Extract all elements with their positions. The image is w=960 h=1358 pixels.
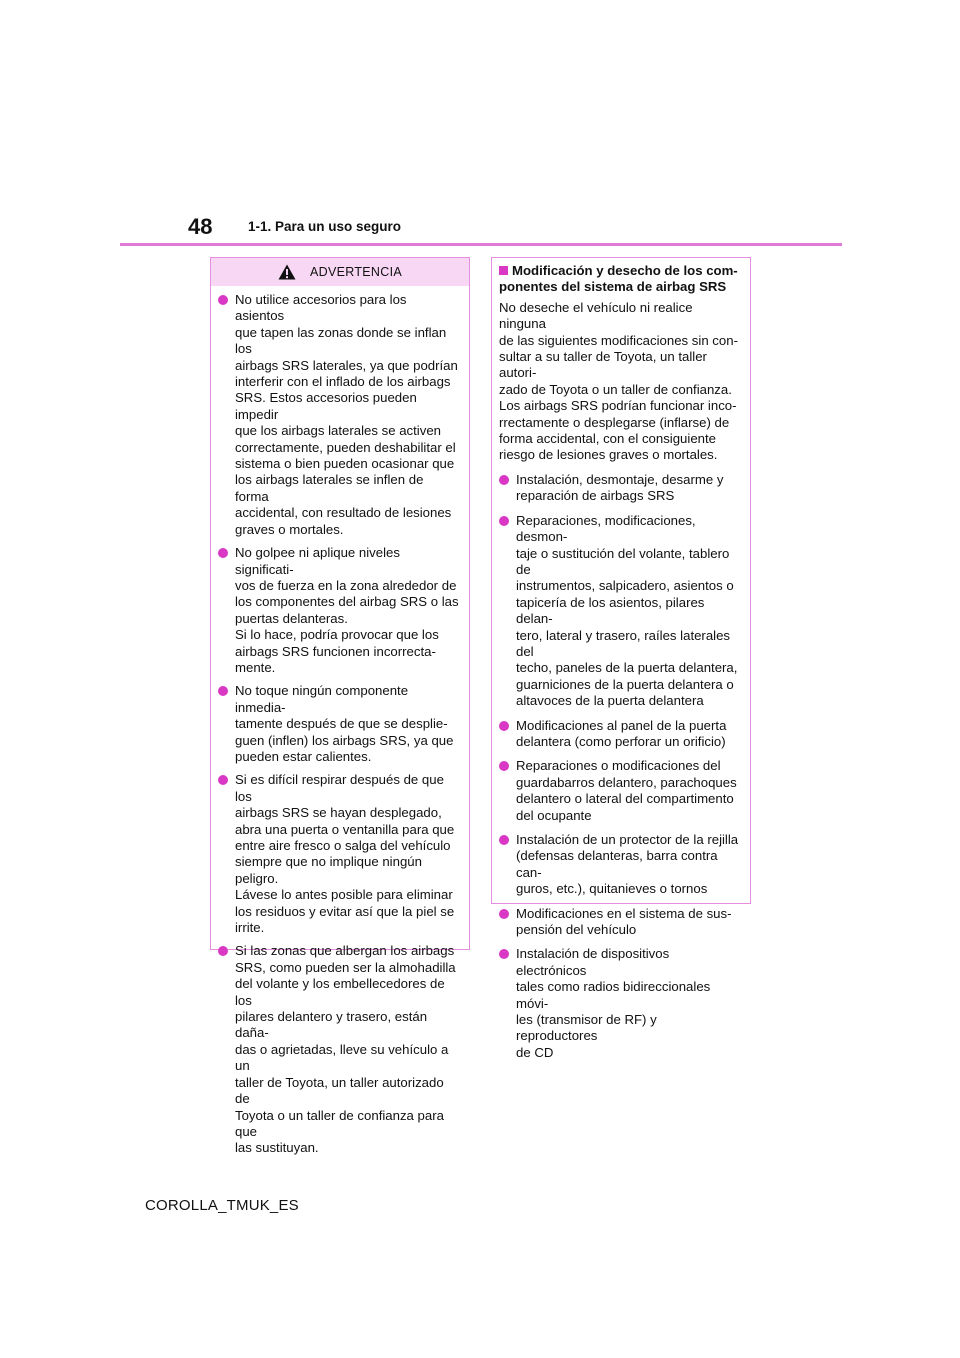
list-item-text: Instalación de dispositivos electrónicos tales como radios bidireccionales móvi- les (transmisor de RF) y reproductores de CD bbox=[516, 946, 711, 1060]
bullet-icon bbox=[218, 946, 228, 956]
list-item-text: Instalación de un protector de la rejilla (defensas delanteras, barra contra can- guros, etc.), quitanieves o tornos bbox=[516, 832, 739, 897]
bullet-icon bbox=[499, 949, 509, 959]
list-item-text: Modificaciones al panel de la puerta delantera (como perforar un orificio) bbox=[516, 717, 727, 749]
list-item-text: Si las zonas que albergan los airbags SRS, como pueden ser la almohadilla del volante y los embellecedores de los pilares delantero y trasero, están daña- das o agrietadas, lleve su vehículo a un taller de Toyota, un taller autorizado de Toyota o un taller de confianza para que las sustituyan. bbox=[235, 943, 456, 1156]
list-item bbox=[218, 545, 459, 676]
list-item-text: Instalación, desmontaje, desarme y reparación de airbags SRS bbox=[516, 471, 724, 504]
list-item-text: Reparaciones, modificaciones, desmon- taje o sustitución del volante, tablero de instrumentos, salpicadero, asientos o tapicería de los asientos, pilares delan- tero, lateral y trasero, raíles laterales del techo, paneles de la puerta delantera, guarniciones de la puerta delantera o altavoces de la puerta delantera bbox=[516, 512, 738, 709]
modification-heading-line1: Modificación y desecho de los com- bbox=[512, 263, 738, 278]
modification-box bbox=[491, 257, 751, 1060]
list-item bbox=[218, 683, 459, 765]
square-bullet-icon bbox=[499, 266, 508, 275]
warning-triangle-icon bbox=[278, 264, 296, 280]
list-item bbox=[499, 946, 740, 1061]
list-item bbox=[499, 472, 740, 505]
modification-intro: No deseche el vehículo ni realice ninguna de las siguientes modificaciones sin con- sultar a su taller de Toyota, un taller autori- zado de Toyota o un taller de confianza. Los airbags SRS podrían funcionar inco- rrectamente o desplegarse (inflarse) de forma accidental, con el consiguiente riesgo de lesiones graves o mortales. bbox=[499, 299, 738, 463]
header-divider bbox=[120, 243, 842, 246]
list-item bbox=[218, 292, 459, 538]
bullet-icon bbox=[499, 516, 509, 526]
list-item-text: Reparaciones o modificaciones del guardabarros delantero, parachoques delantero o lateral del compartimento del ocupante bbox=[516, 758, 737, 823]
list-item bbox=[499, 718, 740, 751]
bullet-icon bbox=[499, 721, 509, 731]
bullet-icon bbox=[499, 761, 509, 771]
bullet-icon bbox=[218, 295, 228, 305]
list-item-text: Si es difícil respirar después de que los airbags SRS se hayan desplegado, abra una puerta o ventanilla para que entre aire fresco o salga del vehículo siempre que no implique ningún peligro. Lávese lo antes posible para eliminar los residuos y evitar así que la piel se irrite. bbox=[235, 772, 455, 936]
list-item bbox=[218, 943, 459, 1156]
bullet-icon bbox=[499, 475, 509, 485]
warning-box bbox=[210, 257, 470, 1156]
document-id: COROLLA_TMUK_ES bbox=[145, 1197, 299, 1214]
list-item-text: No golpee ni aplique niveles significati- vos de fuerza en la zona alrededor de los componentes del airbag SRS o las puertas delanteras. Si lo hace, podría provocar que los airbags SRS funcionen incorrecta- mente. bbox=[235, 545, 459, 675]
list-item-text: Modificaciones en el sistema de sus- pensión del vehículo bbox=[516, 905, 732, 938]
list-item bbox=[218, 772, 459, 936]
bullet-icon bbox=[499, 835, 509, 845]
list-item bbox=[499, 513, 740, 710]
list-item bbox=[499, 758, 740, 824]
modification-content bbox=[492, 258, 750, 1061]
bullet-icon bbox=[218, 686, 228, 696]
warning-title: ADVERTENCIA bbox=[310, 264, 402, 279]
modification-heading bbox=[499, 263, 740, 279]
list-item bbox=[499, 832, 740, 898]
warning-header bbox=[211, 258, 469, 286]
bullet-icon bbox=[218, 548, 228, 558]
section-title: 1-1. Para un uso seguro bbox=[248, 219, 402, 234]
list-item bbox=[499, 906, 740, 939]
bullet-icon bbox=[218, 775, 228, 785]
list-item-text: No utilice accesorios para los asientos que tapen las zonas donde se inflan los airbags SRS laterales, ya que podrían interferir con el inflado de los airbags SRS. Estos accesorios pueden impedir que los airbags laterales se activen correctamente, pueden deshabilitar el sistema o bien pueden ocasionar que los airbags laterales se inflen de forma accidental, con resultado de lesiones graves o mortales. bbox=[235, 292, 458, 537]
modification-list bbox=[499, 472, 740, 1061]
bullet-icon bbox=[499, 909, 509, 919]
list-item-text: No toque ningún componente inmedia- tamente después de que se desplie- guen (inflen) los airbags SRS, ya que pueden estar calientes. bbox=[235, 683, 454, 764]
warning-list bbox=[211, 286, 469, 1157]
modification-heading-line2: ponentes del sistema de airbag SRS bbox=[499, 279, 727, 295]
page-number: 48 bbox=[188, 214, 213, 239]
